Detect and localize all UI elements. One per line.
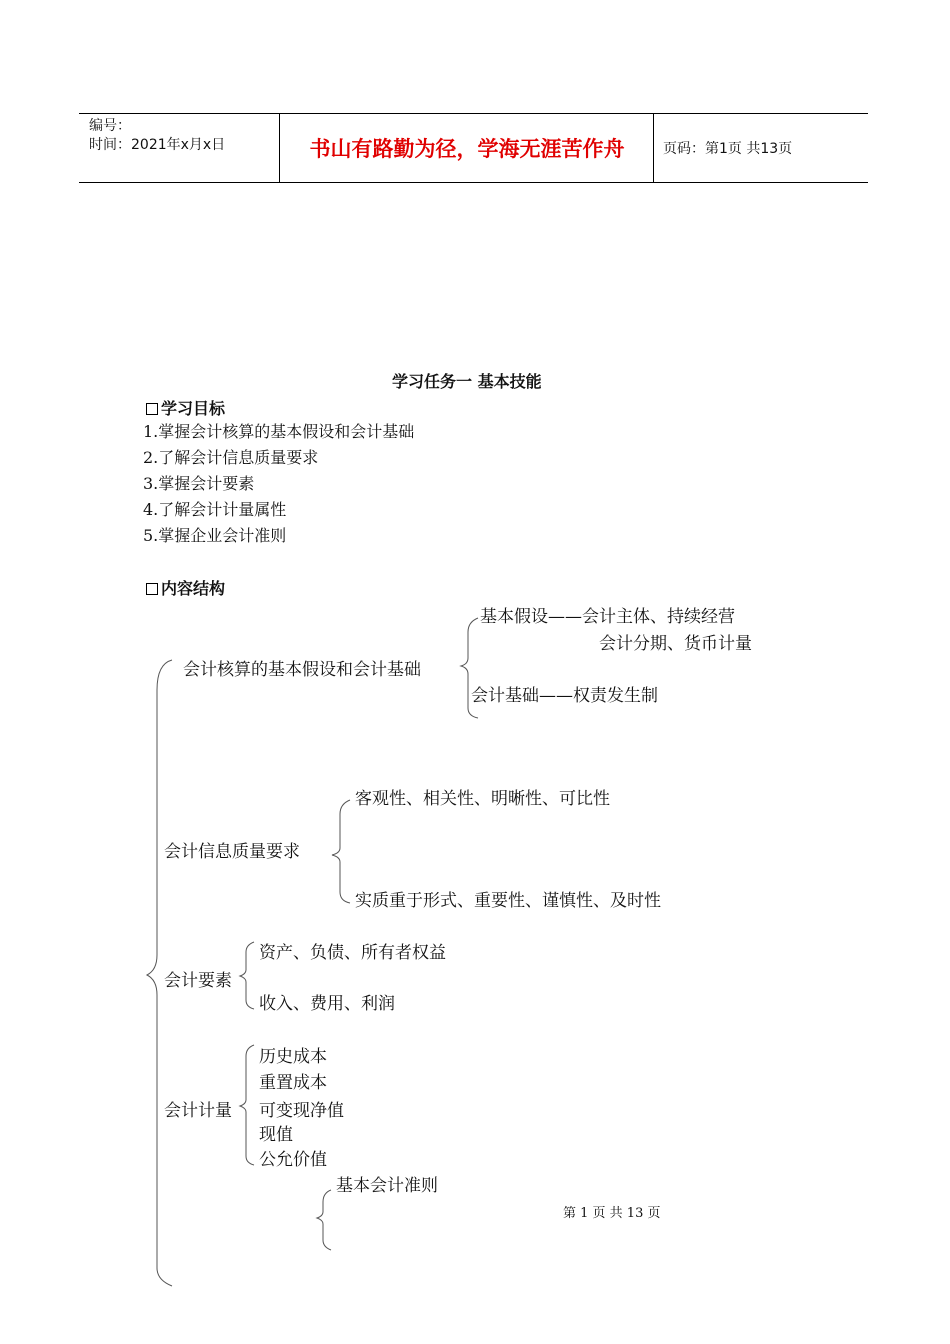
objectives-heading-text: 学习目标 xyxy=(161,399,226,418)
objective-item: 5.掌握企业会计准则 xyxy=(143,526,287,545)
measurement-item: 现值 xyxy=(259,1125,293,1145)
measurement-item: 公允价值 xyxy=(259,1150,327,1170)
header-page-label: 页码：第1页 共13页 xyxy=(663,141,793,157)
objective-item: 1.掌握会计核算的基本假设和会计基础 xyxy=(143,422,415,441)
quality-brace xyxy=(332,800,350,903)
measurement-item: 可变现净值 xyxy=(259,1101,344,1121)
number-label: 编号： xyxy=(89,118,131,134)
quality-label: 会计信息质量要求 xyxy=(164,842,300,862)
quality-line-2: 实质重于形式、重要性、谨慎性、及时性 xyxy=(355,891,661,911)
footer-page-number: 第 1 页 共 13 页 xyxy=(563,1206,661,1221)
elements-brace xyxy=(240,942,254,1009)
assumption-line-1: 基本假设——会计主体、持续经营 xyxy=(480,607,735,627)
elements-line-1: 资产、负债、所有者权益 xyxy=(259,943,446,963)
measurement-item: 历史成本 xyxy=(259,1047,327,1067)
structure-heading-text: 内容结构 xyxy=(161,579,226,598)
page-title: 学习任务一 基本技能 xyxy=(392,372,542,391)
quality-line-1: 客观性、相关性、明晰性、可比性 xyxy=(355,789,610,809)
header-motto: 书山有路勤为径，学海无涯苦作舟 xyxy=(309,137,625,161)
assumptions-label: 会计核算的基本假设和会计基础 xyxy=(183,660,421,680)
measurement-item: 重置成本 xyxy=(259,1073,327,1093)
objective-item: 3.掌握会计要素 xyxy=(143,474,255,493)
objective-item: 4.了解会计计量属性 xyxy=(143,500,287,519)
measurement-brace xyxy=(240,1045,254,1165)
assumption-line-2: 会计分期、货币计量 xyxy=(599,634,752,654)
objective-item: 2.了解会计信息质量要求 xyxy=(143,448,319,467)
elements-label: 会计要素 xyxy=(164,971,232,991)
accounting-basis: 会计基础——权责发生制 xyxy=(471,686,658,706)
standards-brace xyxy=(317,1190,331,1250)
time-label: 时间：2021年x月x日 xyxy=(89,137,226,153)
measurement-label: 会计计量 xyxy=(164,1101,232,1121)
standards-line-1: 基本会计准则 xyxy=(336,1176,438,1196)
elements-line-2: 收入、费用、利润 xyxy=(259,994,395,1014)
